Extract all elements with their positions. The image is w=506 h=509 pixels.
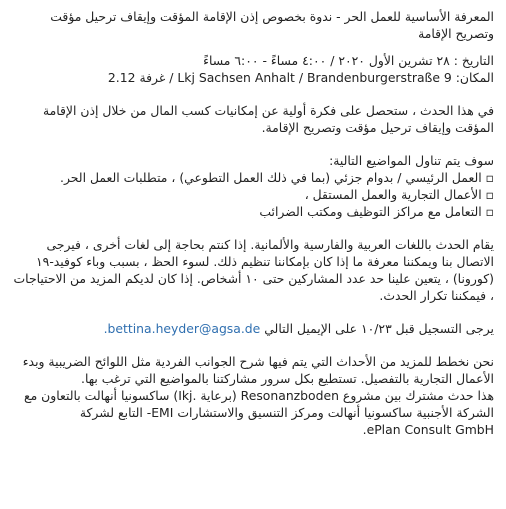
place-label: المكان: bbox=[451, 70, 494, 85]
room-label: / غرفة bbox=[135, 70, 178, 85]
registration-email-link[interactable]: .bettina.heyder@agsa.de bbox=[103, 321, 261, 336]
registration-text: يرجى التسجيل قبل ١٠/٢٣ على الإيميل التالي bbox=[260, 321, 494, 336]
closing-paragraph: نحن نخطط للمزيد من الأحداث التي يتم فيها شرح الجوانب الفردية مثل اللوائح الضريبية وبدء الأعمال التجارية بالتفصيل. تستطيع بكل سرور مشاركتنا بالمواضيع التي ترغب بها. bbox=[22, 354, 494, 386]
topic-item: ▫ الأعمال التجارية والعمل المستقل ، bbox=[304, 187, 494, 202]
topic-item: ▫ العمل الرئيسي / بدوام جزئي (بما في ذلك العمل التطوعي) ، متطلبات العمل الحر. bbox=[60, 170, 494, 185]
registration-line bbox=[8, 320, 494, 337]
company-name: ePlan Consult GmbH. bbox=[362, 422, 494, 437]
intro-paragraph: في هذا الحدث ، ستحصل على فكرة أولية عن إمكانيات كسب المال من خلال إذن الإقامة المؤقت وإيقاف ترحيل مؤقت وتصريح الإقامة. bbox=[42, 103, 494, 135]
room-value: 2.12 bbox=[107, 70, 136, 85]
topic-item: ▫ التعامل مع مراكز التوظيف ومكتب الضرائب bbox=[259, 204, 494, 219]
place-value: Lkj Sachsen Anhalt / Brandenburgerstraße 9 bbox=[177, 70, 452, 85]
topics-heading: سوف يتم تناول المواضيع التالية: bbox=[329, 153, 494, 168]
languages-paragraph: يقام الحدث باللغات العربية والفارسية والألمانية. إذا كنتم بحاجة إلى لغات أخرى ، فيرجى الاتصال بنا ويمكننا معرفة ما إذا كان بإمكاننا تنظيم ذلك. لسوء الحظ ، بسبب وباء كوفيد-١٩ (كورونا) ، يتعين علينا حد عدد المشاركين حتى ١٠ أشخاص. إذا كان لديكم المزيد من الاحتياجات ، فيمكننا تكرار الحدث. bbox=[13, 237, 494, 303]
partnership-paragraph: هذا حدث مشترك بين مشروع Resonanzboden (برعاية .Ikj) ساكسونيا أنهالت بالتعاون مع الشركة الأجنبية ساكسونيا أنهالت ومركز التنسيق والاستشارات EMI- التابع لشركة bbox=[24, 388, 494, 420]
event-place bbox=[8, 69, 494, 86]
document-title: المعرفة الأساسية للعمل الحر - ندوة بخصوص إذن الإقامة المؤقت وإيقاف ترحيل مؤقت وتصريح الإقامة bbox=[50, 9, 494, 41]
event-date: التاريخ : ٢٨ تشرين الأول ٢٠٢٠ / ٤:٠٠ مساءً - ٦:٠٠ مساءً bbox=[203, 53, 494, 68]
